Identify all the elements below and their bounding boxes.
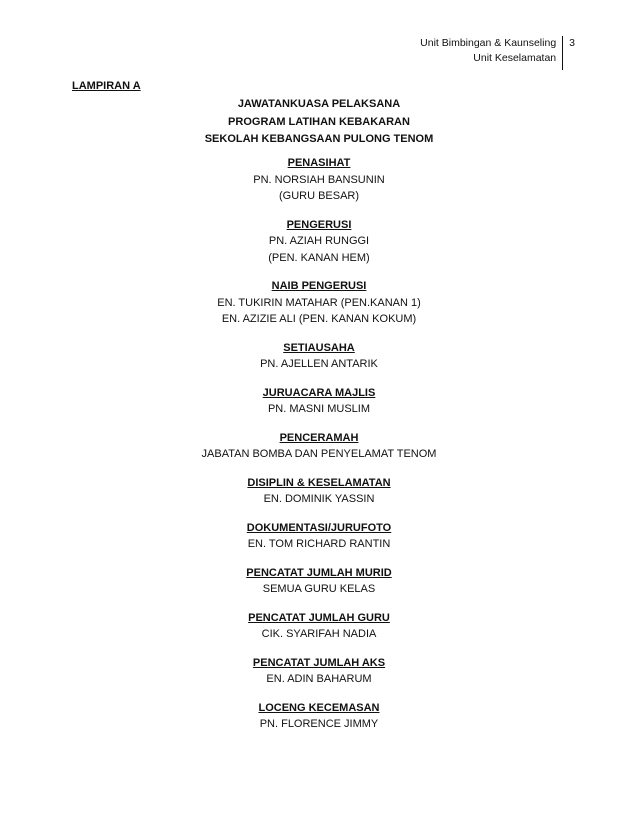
page-number: 3	[569, 37, 575, 49]
header-unit-bimbingan: Unit Bimbingan & Kaunseling	[420, 37, 557, 49]
committee-section	[0, 475, 638, 508]
header-unit-keselamatan: Unit Keselamatan	[473, 52, 557, 64]
section-title: PENCATAT JUMLAH MURID	[246, 566, 392, 579]
section-member: PN. AZIAH RUNGGI	[268, 235, 370, 247]
section-member: EN. TOM RICHARD RANTIN	[247, 538, 391, 550]
section-title: DOKUMENTASI/JURUFOTO	[246, 521, 392, 534]
section-title: LOCENG KECEMASAN	[258, 701, 380, 714]
title-line-2: PROGRAM LATIHAN KEBAKARAN	[228, 115, 410, 128]
section-member: EN. TUKIRIN MATAHAR (PEN.KANAN 1)	[217, 296, 421, 309]
committee-list	[0, 155, 638, 745]
committee-section	[0, 520, 638, 553]
section-member: PN. NORSIAH BANSUNIN	[253, 173, 385, 186]
header-text	[420, 36, 562, 66]
section-title: NAIB PENGERUSI	[271, 280, 367, 292]
section-title: DISIPLIN & KESELAMATAN	[247, 476, 391, 489]
section-member: (GURU BESAR)	[278, 190, 360, 202]
section-title: PENASIHAT	[287, 157, 351, 169]
section-member: JABATAN BOMBA DAN PENYELAMAT TENOM	[201, 448, 437, 460]
committee-section	[0, 278, 638, 328]
section-member: EN. DOMINIK YASSIN	[263, 493, 375, 505]
committee-section	[0, 700, 638, 733]
section-member: EN. ADIN BAHARUM	[266, 673, 372, 685]
committee-section	[0, 217, 638, 267]
section-title: JURUACARA MAJLIS	[262, 386, 376, 399]
section-title: PENCERAMAH	[279, 431, 359, 444]
committee-section	[0, 430, 638, 463]
page-header	[420, 36, 575, 70]
committee-section	[0, 340, 638, 373]
document-title	[0, 96, 638, 149]
committee-section	[0, 565, 638, 598]
section-title: SETIAUSAHA	[283, 341, 355, 354]
section-member: CIK. SYARIFAH NADIA	[261, 628, 377, 640]
section-member: EN. AZIZIE ALI (PEN. KANAN KOKUM)	[221, 313, 417, 325]
section-title: PENCATAT JUMLAH GURU	[248, 611, 390, 624]
section-title: PENGERUSI	[286, 218, 352, 231]
committee-section	[0, 610, 638, 643]
section-member: PN. AJELLEN ANTARIK	[260, 358, 378, 370]
committee-section	[0, 155, 638, 205]
title-line-1: JAWATANKUASA PELAKSANA	[237, 98, 401, 110]
section-title: PENCATAT JUMLAH AKS	[252, 656, 386, 669]
appendix-label: LAMPIRAN A	[72, 80, 141, 92]
section-member: (PEN. KANAN HEM)	[268, 251, 370, 264]
committee-section	[0, 385, 638, 418]
title-line-3: SEKOLAH KEBANGSAAN PULONG TENOM	[204, 133, 434, 145]
committee-section	[0, 655, 638, 688]
section-member: PN. FLORENCE JIMMY	[259, 718, 379, 730]
section-member: SEMUA GURU KELAS	[262, 583, 376, 595]
section-member: PN. MASNI MUSLIM	[267, 403, 371, 415]
